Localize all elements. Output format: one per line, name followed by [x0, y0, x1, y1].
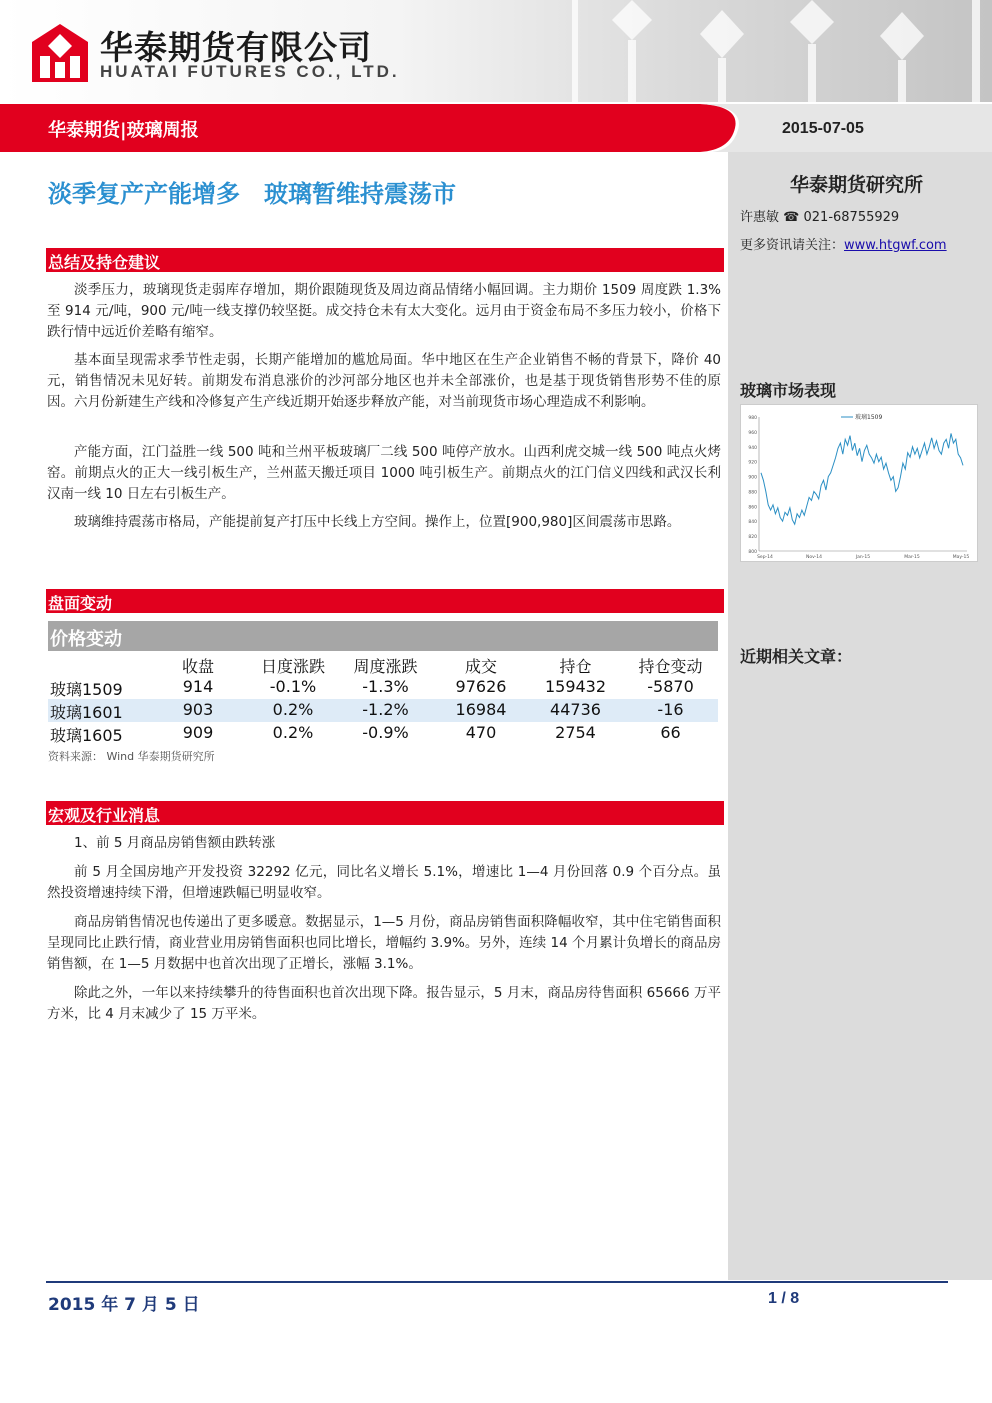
sidebar [728, 152, 992, 1280]
y-tick-label: 940 [748, 445, 757, 451]
x-tick-label: Jan-15 [855, 555, 871, 560]
institute-name: 华泰期货研究所 [790, 174, 924, 196]
summary-paragraph: 产能方面，江门益胜一线 500 吨和兰州平板玻璃厂二线 500 吨停产放水。山西利虎交城一线 500 吨点火烤窑。前期点火的正大一线引板生产，兰州蓝天搬迁项目 1000 吨引板生产。前期点火的江门信义四线和武汉长利汉南一线 10 日左右引板生产。 [47, 444, 721, 502]
x-tick-label: May-15 [952, 555, 970, 560]
table-cell: 2754 [555, 723, 596, 742]
x-tick-label: Nov-14 [805, 555, 823, 560]
table-cell: -1.3% [362, 677, 409, 696]
page-number: 1 / 8 [768, 1290, 800, 1307]
table-cell: 914 [182, 677, 214, 696]
table-cell: 909 [182, 723, 214, 742]
market-performance-title: 玻璃市场表现 [740, 381, 837, 400]
y-tick-label: 840 [748, 520, 757, 526]
y-tick-label: 880 [748, 490, 757, 496]
table-row [48, 722, 718, 745]
table-cell: -0.9% [362, 723, 409, 742]
author-phone: 021-68755929 [803, 210, 900, 225]
y-tick-label: 800 [748, 550, 757, 555]
table-cell: -1.2% [362, 700, 409, 719]
company-name-en: HUATAI FUTURES CO., LTD. [100, 62, 400, 81]
footer-divider [46, 1281, 948, 1283]
footer-date: 2015 年 7 月 5 日 [48, 1295, 200, 1315]
author-name: 许惠敏 [740, 210, 780, 225]
table-cell: 159432 [544, 677, 607, 696]
author-line [740, 206, 899, 225]
company-name-cn: 华泰期货有限公司 [100, 28, 372, 67]
table-cell: 470 [465, 723, 497, 742]
legend-label: 玻璃1509 [855, 414, 883, 421]
table-cell: -16 [657, 700, 684, 719]
section-news [46, 801, 724, 825]
table-cell: 97626 [455, 677, 507, 696]
table-cell: 0.2% [272, 723, 314, 742]
website-link[interactable]: www.htgwf.com [844, 238, 947, 253]
phone-icon: ☎ [783, 210, 800, 225]
table-cell: 903 [182, 700, 214, 719]
table-cell: 44736 [550, 700, 601, 719]
news-paragraph: 1、前 5 月商品房销售额由跌转涨 [74, 835, 276, 851]
y-tick-label: 920 [748, 460, 757, 466]
news-paragraph: 前 5 月全国房地产开发投资 32292 亿元，同比名义增长 5.1%，增速比 1—4 月份回落 0.9 个百分点。虽然投资增速持续下滑，但增速跌幅已明显收窄。 [47, 864, 721, 901]
summary-paragraph: 玻璃维持震荡市格局，产能提前复产打压中长线上方空间。操作上，位置[900,980]区间震荡市思路。 [74, 514, 681, 530]
x-tick-label: Mar-15 [904, 555, 920, 560]
y-tick-label: 860 [748, 505, 757, 511]
table-cell: -5870 [647, 677, 694, 696]
col-header: 日度涨跌 [260, 657, 325, 676]
news-paragraph: 商品房销售情况也传递出了更多暖意。数据显示，1—5 月份，商品房销售面积降幅收窄，其中住宅销售面积呈现同比止跌行情，商业营业用房销售面积也同比增长，增幅约 3.9%。另外，连续 14 个月累计负增长的商品房销售额，在 1—5 月数据中也首次出现了正增长，涨幅 3.1%。 [47, 914, 721, 972]
x-tick-label: Sep-14 [757, 555, 773, 560]
col-header: 持仓 [559, 657, 592, 676]
table-cell: 0.2% [272, 700, 314, 719]
more-info-label: 更多资讯请关注： [740, 238, 845, 253]
line-chart [741, 405, 977, 561]
page-header [0, 0, 992, 102]
main-title: 淡季复产产能增多 玻璃暂维持震荡市 [48, 180, 456, 208]
section-market-title: 盘面变动 [48, 594, 113, 613]
table-row [48, 699, 718, 722]
table-cell: 16984 [455, 700, 507, 719]
y-tick-label: 900 [748, 475, 757, 481]
price-table-title: 价格变动 [50, 629, 122, 650]
price-table-title-bar [48, 621, 718, 651]
col-header: 持仓变动 [638, 657, 703, 676]
y-tick-label: 980 [748, 416, 757, 421]
summary-paragraph: 基本面呈现需求季节性走弱，长期产能增加的尴尬局面。华中地区在生产企业销售不畅的背景下，降价 40 元，销售情况未见好转。前期发布消息涨价的沙河部分地区也并未全部涨价，也是基于现货销售形势不佳的原因。六月份新建生产线和冷修复产生产线近期开始逐步释放产能，对当前现货市场心理造成不利影响。 [47, 352, 721, 410]
col-header: 成交 [464, 657, 497, 676]
table-row [48, 676, 718, 699]
col-header: 收盘 [181, 657, 214, 676]
section-market [46, 589, 724, 613]
section-summary-title: 总结及持仓建议 [48, 253, 161, 272]
header-decoration [572, 0, 992, 102]
table-cell: 66 [660, 723, 681, 742]
report-title: 华泰期货|玻璃周报 [48, 120, 199, 141]
section-news-title: 宏观及行业消息 [48, 806, 161, 825]
col-header: 周度涨跌 [353, 657, 418, 676]
huatai-logo-icon [32, 24, 88, 82]
y-tick-label: 820 [748, 535, 757, 541]
glass-price-chart [740, 404, 978, 562]
table-cell: 玻璃1605 [50, 726, 123, 745]
table-cell: 玻璃1601 [50, 703, 123, 722]
section-summary [46, 248, 724, 272]
price-table-header [48, 653, 718, 676]
website-line [740, 234, 947, 253]
table-cell: -0.1% [269, 677, 317, 696]
summary-paragraph: 淡季压力，玻璃现货走弱库存增加，期价跟随现货及周边商品情绪小幅回调。主力期价 1509 周度跌 1.3%至 914 元/吨，900 元/吨一线支撑仍较坚挺。成交持仓未有太大变化。远月由于资金布局不多压力较小，价格下跌行情中远近价差略有缩窄。 [47, 282, 721, 340]
y-tick-label: 960 [748, 430, 757, 436]
related-articles-title: 近期相关文章： [740, 647, 853, 666]
table-cell: 玻璃1509 [50, 680, 123, 699]
news-paragraph: 除此之外，一年以来持续攀升的待售面积也首次出现下降。报告显示，5 月末，商品房待售面积 65666 万平方米，比 4 月末减少了 15 万平米。 [47, 985, 721, 1022]
data-source: 资料来源： Wind 华泰期货研究所 [48, 750, 215, 763]
report-date: 2015-07-05 [782, 120, 864, 137]
series-line-glass1509 [761, 433, 963, 524]
